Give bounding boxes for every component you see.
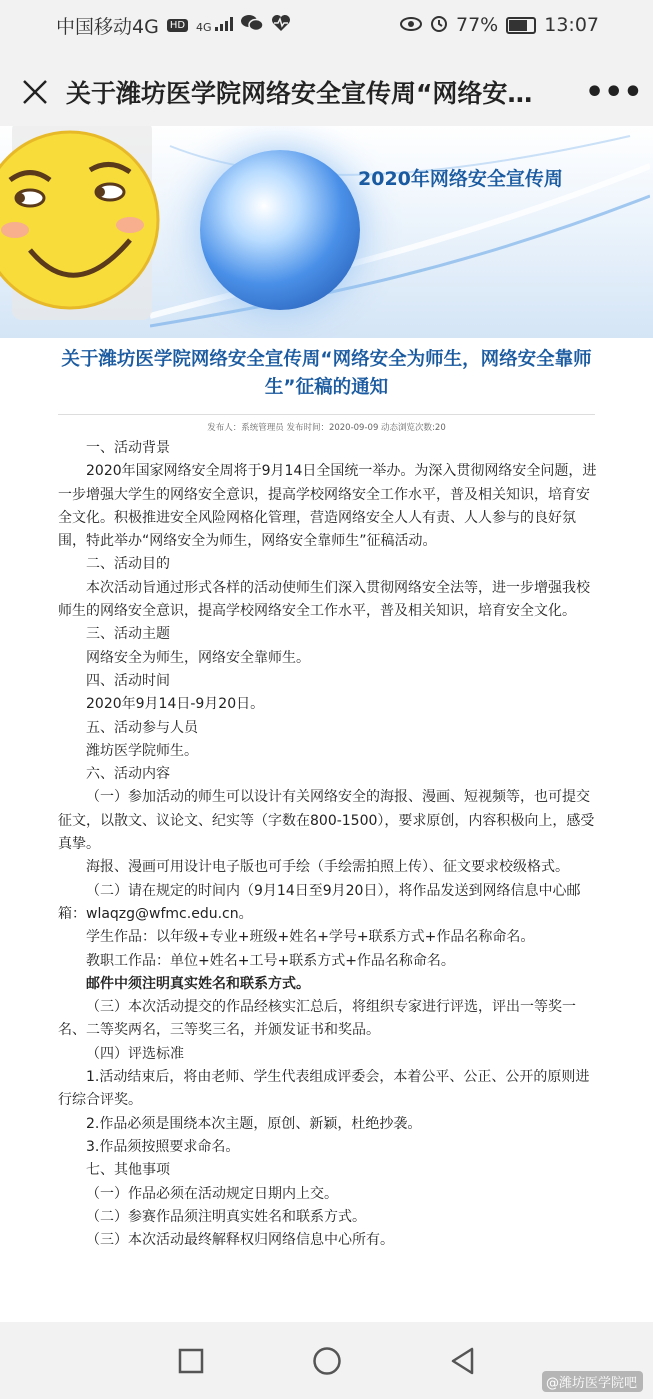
clock: 13:07 [544, 14, 599, 36]
article-title: 关于潍坊医学院网络安全宣传周“网络安全为师生，网络安全靠师生”征稿的通知 [61, 349, 592, 398]
article-paragraph: （四）评选标准 [86, 1045, 184, 1062]
battery-percent: 77% [456, 14, 499, 36]
article-paragraph: 1.活动结束后，将由老师、学生代表组成评委会，本着公平、公正、公开的原则进行综合评奖。 [58, 1069, 590, 1109]
article-meta: 发布人：系统管理员 发布时间：2020-09-09 动态浏览次数:20 [58, 414, 595, 433]
article-paragraph: （三）本次活动最终解释权归网络信息中心所有。 [86, 1232, 394, 1249]
status-bar [0, 0, 653, 50]
article-paragraph: 三、活动主题 [86, 626, 170, 643]
signal-icon [196, 17, 233, 33]
heartbeat-icon [271, 14, 291, 37]
alarm-icon [430, 14, 448, 37]
home-icon[interactable] [311, 1345, 343, 1377]
battery-icon [506, 17, 536, 34]
article-paragraph: 2020年国家网络安全周将于9月14日全国统一举办。为深入贯彻网络安全问题，进一步增强大学生的网络安全意识，提高学校网络安全工作水平，普及相关知识，培育安全文化。积极推进安全风险网格化管理，营造网络安全人人有责、人人参与的良好氛围，特此举办“网络安全为师生，网络安全靠师生”征稿活动。 [58, 463, 597, 550]
status-left [56, 12, 291, 39]
article-body [58, 437, 603, 1252]
article-paragraph: 2020年9月14日-9月20日。 [86, 696, 265, 713]
article-paragraph: 2.作品必须是围绕本次主题，原创、新颖，杜绝抄袭。 [86, 1115, 422, 1132]
article-paragraph: 七、其他事项 [86, 1162, 170, 1179]
carrier-label: 中国移动4G [56, 15, 159, 38]
article-paragraph: （一）作品必须在活动规定日期内上交。 [86, 1185, 338, 1202]
article-paragraph: 本次活动旨通过形式各样的活动使师生们深入贯彻网络安全法等，进一步增强我校师生的网络安全意识，提高学校网络安全工作水平，普及相关知识，培育安全文化。 [58, 579, 590, 620]
article-paragraph: （二）参赛作品须注明真实姓名和联系方式。 [86, 1208, 366, 1225]
eye-icon [400, 14, 422, 36]
article-paragraph: 网络安全为师生，网络安全靠师生。 [86, 649, 310, 666]
watermark: @潍坊医学院吧 [542, 1371, 643, 1392]
recents-icon[interactable] [175, 1345, 207, 1377]
article-paragraph: （二）请在规定的时间内（9月14日至9月20日），将作品发送到网络信息中心邮箱：wlaqzg@wfmc.edu.cn。 [58, 882, 581, 922]
article-paragraph: 六、活动内容 [86, 766, 170, 783]
article-paragraph: 五、活动参与人员 [86, 719, 198, 736]
wechat-icon [241, 14, 263, 37]
article-paragraph: （三）本次活动提交的作品经核实汇总后，将组织专家进行评选，评出一等奖一名、二等奖两名，三等奖三名，并颁发证书和奖品。 [58, 999, 576, 1039]
article-paragraph: 一、活动背景 [86, 440, 170, 456]
hd-badge: HD [167, 19, 188, 32]
banner-image [0, 126, 653, 338]
back-icon[interactable] [447, 1345, 479, 1377]
more-icon[interactable]: ••• [585, 74, 643, 110]
article-paragraph: 潍坊医学院师生。 [86, 742, 198, 759]
globe-graphic [200, 150, 360, 310]
status-right [400, 14, 599, 37]
article-paragraph: （一）参加活动的师生可以设计有关网络安全的海报、漫画、短视频等，也可提交征文，以散文、议论文、纪实等（字数在800-1500），要求原创，内容积极向上，感受真挚。 [58, 789, 595, 853]
article-paragraph: 教职工作品：单位+姓名+工号+联系方式+作品名称命名。 [86, 952, 455, 969]
signal-label: 4G [196, 21, 212, 34]
nav-title: 关于潍坊医学院网络安全宣传周“网络安… [66, 79, 533, 108]
close-icon[interactable] [18, 75, 52, 109]
article-paragraph: 邮件中须注明真实姓名和联系方式。 [86, 975, 310, 992]
article-paragraph: 3.作品须按照要求命名。 [86, 1138, 240, 1155]
article-paragraph: 四、活动时间 [86, 672, 170, 689]
article-paragraph: 二、活动目的 [86, 556, 170, 573]
article-content[interactable] [0, 126, 653, 1322]
emoji-sticker [0, 126, 170, 320]
top-nav-bar [0, 60, 653, 124]
banner-title: 2020年网络安全宣传周 [358, 168, 563, 190]
article-paragraph: 学生作品：以年级+专业+班级+姓名+学号+联系方式+作品名称命名。 [86, 929, 535, 946]
article-paragraph: 海报、漫画可用设计电子版也可手绘（手绘需拍照上传）、征文要求校级格式。 [86, 859, 569, 876]
